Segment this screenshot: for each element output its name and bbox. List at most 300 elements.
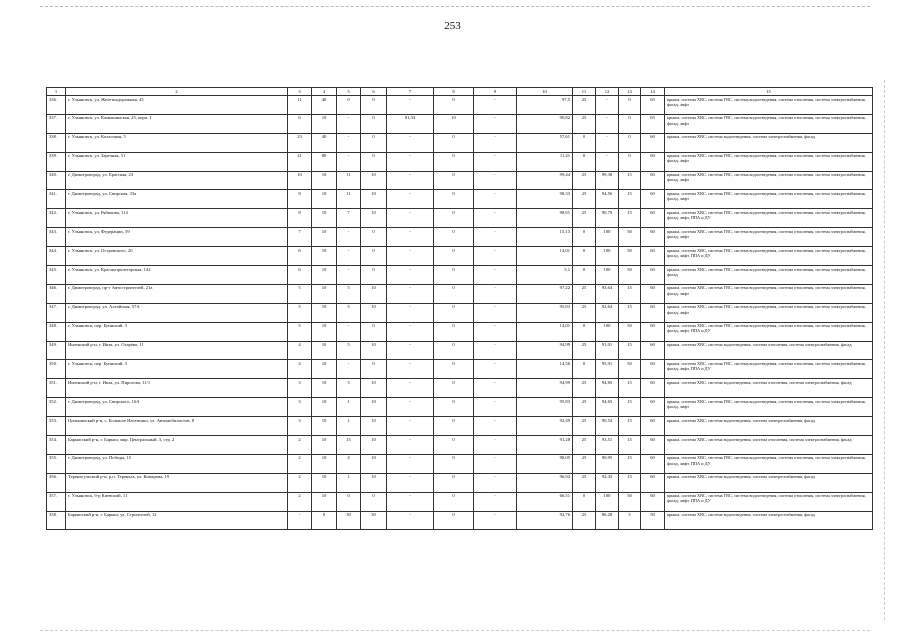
col-14-cell: 60 — [641, 417, 665, 436]
col-11-cell: 25 — [573, 96, 596, 115]
col-9-cell: - — [474, 171, 517, 190]
col-10-cell: 98,61 — [517, 209, 573, 228]
col-5-cell: 0 — [337, 96, 361, 115]
right-margin-rule — [884, 80, 885, 620]
col-4-cell: 10 — [312, 473, 337, 492]
col-7-cell: - — [387, 492, 434, 511]
col-9-cell: - — [474, 190, 517, 209]
col-3-cell: - — [288, 511, 312, 530]
col-9-cell: - — [474, 133, 517, 152]
col-3-cell: 6 — [288, 266, 312, 285]
table-body — [47, 88, 873, 530]
col-12-cell: - — [596, 133, 619, 152]
address-cell: Инзенский р-н, г. Инза, ул. Пирогова, 11/1 — [66, 379, 288, 398]
column-number-15: 15 — [665, 88, 873, 96]
col-4-cell: 80 — [312, 152, 337, 171]
col-8-cell: 0 — [434, 209, 474, 228]
col-7-cell: - — [387, 436, 434, 455]
col-9-cell: - — [474, 454, 517, 473]
row-number-cell: 357. — [47, 492, 66, 511]
row-number-cell: 344. — [47, 247, 66, 266]
col-7-cell: - — [387, 511, 434, 530]
col-12-cell: 94,65 — [596, 398, 619, 417]
col-10-cell: 15,13 — [517, 228, 573, 247]
col-9-cell: - — [474, 266, 517, 285]
col-13-cell: 15 — [619, 398, 641, 417]
col-5-cell: - — [337, 114, 361, 133]
col-11-cell: 0 — [573, 152, 596, 171]
col-3-cell: 6 — [288, 247, 312, 266]
col-14-cell: 60 — [641, 228, 665, 247]
col-11-cell: 25 — [573, 379, 596, 398]
col-6-cell: 10 — [361, 398, 387, 417]
row-number-cell: 341. — [47, 190, 66, 209]
col-12-cell: 100 — [596, 322, 619, 341]
col-14-cell: 65 — [641, 96, 665, 115]
col-8-cell: 0 — [434, 511, 474, 530]
col-12-cell: 100 — [596, 247, 619, 266]
col-4-cell: 10 — [312, 190, 337, 209]
row-number-cell: 345. — [47, 266, 66, 285]
col-3-cell: 11 — [288, 96, 312, 115]
column-number-1: 1 — [47, 88, 66, 96]
address-cell: г. Димитровград, ул. Свирского, 16А — [66, 398, 288, 417]
row-number-cell: 352. — [47, 398, 66, 417]
col-6-cell: 10 — [361, 171, 387, 190]
table-row — [47, 209, 873, 228]
col-3-cell: 4 — [288, 360, 312, 379]
col-8-cell: 0 — [434, 152, 474, 171]
col-3-cell: 4 — [288, 341, 312, 360]
row-number-cell: 336. — [47, 96, 66, 115]
table-row — [47, 454, 873, 473]
address-cell: г. Ульяновск, пер. Буинский, 3 — [66, 360, 288, 379]
table-row — [47, 228, 873, 247]
col-3-cell: 7 — [288, 228, 312, 247]
col-14-cell: 60 — [641, 171, 665, 190]
row-number-cell: 347. — [47, 303, 66, 322]
col-10-cell: 96,94 — [517, 473, 573, 492]
works-list-cell: крыша, система ХВС, система ГВС, система водоотведения, система отопления, система электроснабжения, фасад, лифт, ППА и ДУ — [665, 454, 873, 473]
row-number-cell: 337. — [47, 114, 66, 133]
col-12-cell: 100 — [596, 492, 619, 511]
col-14-cell: 50 — [641, 511, 665, 530]
col-7-cell: - — [387, 209, 434, 228]
table-row — [47, 398, 873, 417]
column-number-12: 12 — [596, 88, 619, 96]
table-row — [47, 114, 873, 133]
col-7-cell: - — [387, 228, 434, 247]
table-row — [47, 96, 873, 115]
col-8-cell: 0 — [434, 190, 474, 209]
col-12-cell: 100 — [596, 228, 619, 247]
col-4-cell: 10 — [312, 209, 337, 228]
col-11-cell: 25 — [573, 190, 596, 209]
works-list-cell: крыша, система ХВС, система ГВС, система водоотведения, система отопления, система электроснабжения, фасад, лифт — [665, 284, 873, 303]
works-list-cell: крыша, система ХВС, система ГВС, система водоотведения, система отопления, система электроснабжения, фасад, лифт, ППА и ДУ — [665, 247, 873, 266]
address-cell: г. Димитровград, пр-т Автостроителей, 21а — [66, 284, 288, 303]
col-13-cell: 0 — [619, 96, 641, 115]
table-row — [47, 417, 873, 436]
col-12-cell: 94,56 — [596, 190, 619, 209]
col-11-cell: 25 — [573, 284, 596, 303]
col-3-cell: 6 — [288, 114, 312, 133]
col-14-cell: 60 — [641, 266, 665, 285]
address-cell: г. Ульяновск, ул. Заречная, 51 — [66, 152, 288, 171]
col-7-cell: - — [387, 96, 434, 115]
column-number-4: 4 — [312, 88, 337, 96]
col-13-cell: 15 — [619, 209, 641, 228]
col-4-cell: 40 — [312, 133, 337, 152]
works-list-cell: крыша, система ХВС, система ГВС, система водоотведения, система отопления, система электроснабжения, фасад, лифт — [665, 190, 873, 209]
col-10-cell: 94,99 — [517, 341, 573, 360]
col-10-cell: 94,99 — [517, 379, 573, 398]
col-10-cell: 14,01 — [517, 247, 573, 266]
address-cell: г. Ульяновск, пер. Буинский, 3 — [66, 322, 288, 341]
col-8-cell: 10 — [434, 114, 474, 133]
col-11-cell: 0 — [573, 360, 596, 379]
col-9-cell: - — [474, 492, 517, 511]
col-14-cell: 60 — [641, 492, 665, 511]
col-11-cell: 25 — [573, 398, 596, 417]
table-row — [47, 284, 873, 303]
col-6-cell: 10 — [361, 417, 387, 436]
col-3-cell: 3 — [288, 379, 312, 398]
register-table — [46, 87, 873, 530]
col-3-cell: 21 — [288, 152, 312, 171]
row-number-cell: 351. — [47, 379, 66, 398]
col-7-cell: - — [387, 152, 434, 171]
col-6-cell: 10 — [361, 209, 387, 228]
col-13-cell: 15 — [619, 190, 641, 209]
col-9-cell: - — [474, 152, 517, 171]
works-list-cell: крыша, система ХВС, система водоотведения, система электроснабжения, фасад — [665, 133, 873, 152]
address-cell: г. Ульяновск, ул. Островского, 20 — [66, 247, 288, 266]
col-6-cell: 30 — [361, 511, 387, 530]
col-14-cell: 60 — [641, 247, 665, 266]
col-13-cell: 0 — [619, 133, 641, 152]
col-14-cell: 60 — [641, 322, 665, 341]
col-4-cell: 0 — [312, 511, 337, 530]
col-11-cell: 0 — [573, 133, 596, 152]
address-cell: г. Димитровград, ул. Свирская, 33а — [66, 190, 288, 209]
col-5-cell: 5 — [337, 284, 361, 303]
col-5-cell: 1 — [337, 417, 361, 436]
table-row — [47, 492, 873, 511]
col-7-cell: - — [387, 454, 434, 473]
works-list-cell: крыша, система ХВС, система ГВС, система водоотведения, система отопления, система электроснабжения, фасад, лифт, ППА и ДУ — [665, 322, 873, 341]
col-13-cell: 50 — [619, 247, 641, 266]
col-4-cell: 10 — [312, 454, 337, 473]
col-7-cell: - — [387, 473, 434, 492]
col-4-cell: 10 — [312, 171, 337, 190]
col-13-cell: 15 — [619, 284, 641, 303]
col-13-cell: 50 — [619, 266, 641, 285]
works-list-cell: крыша, система ХВС, система ГВС, система водоотведения, система отопления, система электроснабжения, фасад — [665, 266, 873, 285]
table-row — [47, 171, 873, 190]
column-number-6: 6 — [361, 88, 387, 96]
address-cell: г. Димитровград, ул. Братская, 23 — [66, 171, 288, 190]
works-list-cell: крыша, система ХВС, система ГВС, система водоотведения, система отопления, система электроснабжения, фасад, лифт — [665, 96, 873, 115]
col-5-cell: 5 — [337, 341, 361, 360]
bottom-scan-rule — [40, 630, 870, 631]
col-8-cell: 0 — [434, 303, 474, 322]
col-7-cell: - — [387, 379, 434, 398]
col-6-cell: 10 — [361, 303, 387, 322]
address-cell: г. Ульяновск, ул. Рябикова, 114 — [66, 209, 288, 228]
address-cell: г. Ульяновск, ул. Колхозная, 5 — [66, 133, 288, 152]
row-number-cell: 340. — [47, 171, 66, 190]
col-13-cell: 15 — [619, 436, 641, 455]
col-9-cell: - — [474, 209, 517, 228]
col-10-cell: 90,82 — [517, 114, 573, 133]
col-14-cell: 60 — [641, 379, 665, 398]
col-12-cell: - — [596, 96, 619, 115]
col-10-cell: 98,33 — [517, 190, 573, 209]
col-5-cell: 11 — [337, 190, 361, 209]
col-14-cell: 60 — [641, 209, 665, 228]
col-3-cell: 2 — [288, 473, 312, 492]
col-3-cell: 2 — [288, 436, 312, 455]
works-list-cell: крыша, система ХВС, система ГВС, система водоотведения, система отопления, система электроснабжения, фасад, лифт — [665, 228, 873, 247]
col-6-cell: 10 — [361, 473, 387, 492]
col-10-cell: 91,28 — [517, 436, 573, 455]
col-4-cell: 40 — [312, 96, 337, 115]
table-row — [47, 341, 873, 360]
col-3-cell: 8 — [288, 190, 312, 209]
works-list-cell: крыша, система ХВС, система водоотведения, система электроснабжения, фасад — [665, 511, 873, 530]
col-9-cell: - — [474, 96, 517, 115]
col-6-cell: 0 — [361, 133, 387, 152]
col-11-cell: 0 — [573, 228, 596, 247]
col-6-cell: 0 — [361, 228, 387, 247]
col-4-cell: 10 — [312, 247, 337, 266]
col-8-cell: 0 — [434, 266, 474, 285]
col-9-cell: - — [474, 398, 517, 417]
column-number-10: 10 — [517, 88, 573, 96]
works-list-cell: крыша, система ХВС, система водоотведения, система электроснабжения, фасад — [665, 473, 873, 492]
col-5-cell: 1 — [337, 473, 361, 492]
col-7-cell: - — [387, 190, 434, 209]
table-row — [47, 473, 873, 492]
works-list-cell: крыша, система ХВС, система ГВС, система водоотведения, система отопления, система электроснабжения, фасад, лифт — [665, 303, 873, 322]
col-9-cell: - — [474, 436, 517, 455]
col-6-cell: 10 — [361, 379, 387, 398]
col-12-cell: 92,43 — [596, 473, 619, 492]
address-cell: Барышский р-н, г. Барыш, мкр. Центральный, 3, стр. 2 — [66, 436, 288, 455]
column-number-5: 5 — [337, 88, 361, 96]
col-5-cell: 30 — [337, 511, 361, 530]
address-cell: г. Ульяновск, ул. Камышинская, 25, корп. 1 — [66, 114, 288, 133]
column-number-row — [47, 88, 873, 96]
col-6-cell: 10 — [361, 284, 387, 303]
col-13-cell: 15 — [619, 171, 641, 190]
table-row — [47, 247, 873, 266]
row-number-cell: 346. — [47, 284, 66, 303]
col-11-cell: 0 — [573, 492, 596, 511]
col-5-cell: - — [337, 360, 361, 379]
col-4-cell: 10 — [312, 322, 337, 341]
row-number-cell: 349. — [47, 341, 66, 360]
address-cell: г. Ульяновск, ул. Краснопролетарская, 142 — [66, 266, 288, 285]
col-10-cell: 92,49 — [517, 417, 573, 436]
col-12-cell: 93,51 — [596, 436, 619, 455]
col-11-cell: 25 — [573, 473, 596, 492]
column-number-8: 8 — [434, 88, 474, 96]
col-4-cell: 10 — [312, 379, 337, 398]
col-13-cell: 0 — [619, 152, 641, 171]
works-list-cell: крыша, система ХВС, система ГВС, система водоотведения, система отопления, система электроснабжения, фасад, лифт — [665, 114, 873, 133]
col-4-cell: 10 — [312, 303, 337, 322]
row-number-cell: 358. — [47, 511, 66, 530]
col-4-cell: 10 — [312, 228, 337, 247]
works-list-cell: крыша, система ХВС, система ГВС, система водоотведения, система отопления, система электроснабжения, фасад, лифт — [665, 152, 873, 171]
col-11-cell: 25 — [573, 209, 596, 228]
col-5-cell: - — [337, 228, 361, 247]
col-7-cell: - — [387, 303, 434, 322]
col-11-cell: 25 — [573, 511, 596, 530]
table-row — [47, 152, 873, 171]
col-10-cell: 95,83 — [517, 398, 573, 417]
address-cell: Барышский р-н, г. Барыш, ул. Строителей, 12 — [66, 511, 288, 530]
works-list-cell: крыша, система ХВС, система водоотведения, система отопления, система электроснабжения, фасад — [665, 436, 873, 455]
table-row — [47, 436, 873, 455]
col-13-cell: 50 — [619, 228, 641, 247]
address-cell: г. Ульяновск, ул. Железнодорожная, 45 — [66, 96, 288, 115]
col-12-cell: 100 — [596, 266, 619, 285]
col-12-cell: 86,28 — [596, 511, 619, 530]
col-8-cell: 0 — [434, 473, 474, 492]
works-list-cell: крыша, система ХВС, система ГВС, система водоотведения, система отопления, система электроснабжения, фасад, лифт, ППА и ДУ — [665, 209, 873, 228]
col-6-cell: 10 — [361, 341, 387, 360]
col-6-cell: 0 — [361, 96, 387, 115]
col-8-cell: 0 — [434, 492, 474, 511]
col-9-cell: - — [474, 303, 517, 322]
col-9-cell: - — [474, 114, 517, 133]
col-11-cell: 25 — [573, 436, 596, 455]
works-list-cell: крыша, система ХВС, система ГВС, система водоотведения, система отопления, система электроснабжения, фасад, лифт — [665, 398, 873, 417]
col-13-cell: 15 — [619, 473, 641, 492]
page-number: 253 — [444, 20, 461, 32]
column-number-9: 9 — [474, 88, 517, 96]
col-14-cell: 65 — [641, 114, 665, 133]
row-number-cell: 356. — [47, 473, 66, 492]
col-8-cell: 0 — [434, 247, 474, 266]
col-13-cell: 15 — [619, 379, 641, 398]
works-list-cell: крыша, система ХВС, система ГВС, система водоотведения, система отопления, система электроснабжения, фасад, лифт, ППА и ДУ — [665, 492, 873, 511]
col-12-cell: 99,38 — [596, 171, 619, 190]
col-8-cell: 0 — [434, 284, 474, 303]
col-13-cell: 5 — [619, 511, 641, 530]
col-13-cell: 15 — [619, 303, 641, 322]
col-14-cell: 60 — [641, 454, 665, 473]
table-row — [47, 266, 873, 285]
col-8-cell: 0 — [434, 171, 474, 190]
col-12-cell: 90,54 — [596, 417, 619, 436]
col-6-cell: 10 — [361, 436, 387, 455]
row-number-cell: 353. — [47, 417, 66, 436]
col-12-cell: 92,64 — [596, 303, 619, 322]
col-6-cell: 0 — [361, 247, 387, 266]
col-5-cell: 3 — [337, 379, 361, 398]
col-7-cell: - — [387, 360, 434, 379]
col-11-cell: 0 — [573, 247, 596, 266]
col-14-cell: 60 — [641, 190, 665, 209]
address-cell: г. Димитровград, ул. Победы, 15 — [66, 454, 288, 473]
col-4-cell: 10 — [312, 398, 337, 417]
row-number-cell: 354. — [47, 436, 66, 455]
col-6-cell: 0 — [361, 266, 387, 285]
col-5-cell: 7 — [337, 209, 361, 228]
col-12-cell: 93,64 — [596, 284, 619, 303]
col-3-cell: 10 — [288, 171, 312, 190]
col-14-cell: 60 — [641, 133, 665, 152]
col-12-cell: 95,91 — [596, 360, 619, 379]
col-4-cell: 10 — [312, 341, 337, 360]
col-6-cell: 0 — [361, 114, 387, 133]
col-12-cell: 90,95 — [596, 454, 619, 473]
top-scan-rule — [40, 6, 870, 7]
col-5-cell: 0 — [337, 492, 361, 511]
col-14-cell: 60 — [641, 303, 665, 322]
col-6-cell: 0 — [361, 492, 387, 511]
col-6-cell: 0 — [361, 152, 387, 171]
col-8-cell: 0 — [434, 417, 474, 436]
works-list-cell: крыша, система ХВС, система водоотведения, система электроснабжения, фасад — [665, 417, 873, 436]
col-9-cell: - — [474, 247, 517, 266]
col-7-cell: - — [387, 266, 434, 285]
col-8-cell: 0 — [434, 96, 474, 115]
col-9-cell: - — [474, 511, 517, 530]
col-9-cell: - — [474, 284, 517, 303]
col-14-cell: 60 — [641, 341, 665, 360]
col-11-cell: 25 — [573, 417, 596, 436]
col-3-cell: 8 — [288, 209, 312, 228]
col-13-cell: 0 — [619, 114, 641, 133]
col-11-cell: 25 — [573, 114, 596, 133]
col-10-cell: 99,44 — [517, 171, 573, 190]
column-number-3: 3 — [288, 88, 312, 96]
col-7-cell: - — [387, 284, 434, 303]
address-cell: Цильнинский р-н, с. Большое Нагаткино, ул. Автомобилистов, 8 — [66, 417, 288, 436]
table-row — [47, 360, 873, 379]
col-7-cell: 81,33 — [387, 114, 434, 133]
col-10-cell: 5,1 — [517, 266, 573, 285]
col-7-cell: - — [387, 322, 434, 341]
column-number-14: 14 — [641, 88, 665, 96]
col-10-cell: 66,51 — [517, 492, 573, 511]
col-3-cell: 5 — [288, 303, 312, 322]
col-13-cell: 15 — [619, 417, 641, 436]
col-7-cell: - — [387, 417, 434, 436]
col-10-cell: 97,22 — [517, 284, 573, 303]
col-10-cell: 92,76 — [517, 511, 573, 530]
col-13-cell: 50 — [619, 492, 641, 511]
col-5-cell: - — [337, 247, 361, 266]
col-12-cell: - — [596, 114, 619, 133]
col-8-cell: 0 — [434, 341, 474, 360]
col-11-cell: 25 — [573, 454, 596, 473]
row-number-cell: 343. — [47, 228, 66, 247]
col-7-cell: - — [387, 341, 434, 360]
col-9-cell: - — [474, 417, 517, 436]
col-4-cell: 10 — [312, 417, 337, 436]
table-row — [47, 133, 873, 152]
col-13-cell: 15 — [619, 454, 641, 473]
col-10-cell: 98,05 — [517, 454, 573, 473]
address-cell: Тереньгульский р-н, р.п. Тереньга, ул. Комарова, 19 — [66, 473, 288, 492]
col-13-cell: 15 — [619, 341, 641, 360]
